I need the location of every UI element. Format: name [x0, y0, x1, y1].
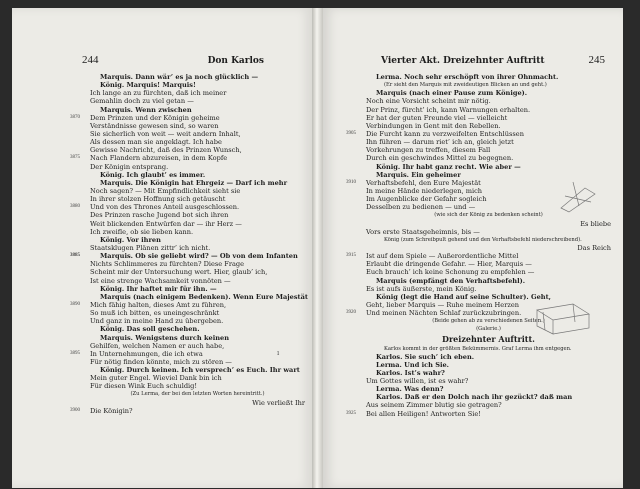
line-text: König (zum Schreibpult gehend und den Verhaftsbefehl niederschreibend).: [384, 236, 582, 243]
right-page-line: [366, 268, 611, 276]
line-text: Und ganz in meine Hand zu übergeben.: [90, 317, 224, 326]
right-running-head: Vierter Akt. Dreizehnter Auftritt: [381, 56, 545, 66]
line-text: Gemahlin doch zu viel getan —: [90, 97, 194, 106]
line-text: Marquis. Die Königin hat Ehrgeiz — Darf ich mehr: [100, 178, 288, 187]
right-page-line: [366, 361, 611, 369]
line-text: Er hat der guten Freunde viel — vielleicht: [366, 113, 508, 122]
left-page-line: [90, 81, 305, 89]
line-text: Ich lange an zu fürchten, daß ich meiner: [90, 89, 227, 98]
left-page-line: [90, 342, 305, 350]
line-text: (wie sich der König zu bedenken scheint): [434, 212, 543, 219]
left-page-line: [90, 292, 308, 301]
line-text: Die Königin?: [90, 406, 133, 415]
right-page-line: [366, 401, 611, 409]
line-text: Nichts Schlimmeres zu fürchten? Diese Frage: [90, 260, 245, 269]
line-text: (Galerie.): [476, 326, 501, 333]
line-text: Gehilfen, welchen Namen er auch habe,: [90, 341, 225, 350]
line-number: 3900: [70, 407, 80, 413]
left-page-line: [90, 260, 305, 268]
line-number: 3895: [70, 350, 80, 356]
line-number: 3920: [346, 310, 356, 316]
right-page-line: [366, 154, 611, 162]
line-text: Wie verließt Ihr: [252, 398, 305, 407]
line-text: Lerma. Was denn?: [376, 385, 444, 394]
right-page: [323, 8, 623, 488]
right-page-number: 245: [588, 54, 605, 66]
line-text: Durch ein geschwindes Mittel zu begegnen.: [366, 154, 514, 163]
left-page-line: [90, 195, 305, 203]
line-text: Ich zweifle, ob sie lieben kann.: [90, 227, 194, 236]
line-text: König (legt die Hand auf seine Schulter). Geht,: [376, 292, 551, 301]
left-page-line: [90, 325, 305, 333]
line-text: König. Durch keinen. Ich versprech’ es Euch. Ihr wart: [100, 366, 300, 375]
line-text: Vorkehrungen zu treffen, diesem Fall: [366, 146, 491, 155]
line-text: So muß ich bitten, es uneingeschränkt: [90, 309, 220, 318]
left-page-line: [70, 349, 305, 358]
line-text: Marquis. Dann wär’ es ja noch glücklich —: [100, 73, 259, 81]
left-page-line: [90, 163, 305, 171]
right-page-line: [366, 163, 611, 171]
left-page-line: [90, 317, 305, 325]
left-page-line: [70, 113, 305, 122]
line-text: Der Prinz, fürcht’ ich, kann Warnungen erhalten.: [366, 105, 531, 114]
left-running-head: Don Karlos: [207, 56, 264, 66]
line-text: Erlaubt die dringende Gefahr. — Hier, Marquis —: [366, 260, 532, 269]
line-text: König. Marquis! Marquis!: [100, 81, 196, 90]
left-page-line: [90, 390, 305, 398]
line-text: Es ist aufs äußerste, mein König.: [366, 284, 477, 293]
line-text: König. Ihr haftet mir für ihn. —: [100, 284, 217, 293]
left-page-line: [90, 277, 305, 285]
left-page-line: [70, 300, 305, 309]
line-text: Staatsklugen Plänen zittr’ ich nicht.: [90, 243, 211, 252]
right-text-column: [346, 73, 611, 418]
left-page-line: [90, 138, 305, 146]
left-page-line: [90, 358, 305, 366]
line-text: König. Das soll geschehen.: [100, 325, 200, 334]
line-text: Marquis. Ein geheimer: [376, 170, 461, 179]
line-text: König. Ich glaubt’ es immer.: [100, 170, 206, 179]
left-page-line: [70, 203, 305, 212]
line-text: Verständnisse gewesen sind, so waren: [90, 121, 219, 130]
left-page-line: [90, 130, 305, 138]
left-page-line: [90, 244, 305, 252]
left-page-line: [90, 187, 305, 195]
line-number: 3910: [346, 179, 356, 185]
left-page-line: [90, 228, 305, 236]
line-text: In ihrer stolzen Hoffnung sich getäuscht: [90, 195, 226, 204]
line-text: Gewisse Nachricht, daß des Prinzen Wunsch,: [90, 146, 242, 155]
left-page-line: [90, 334, 305, 342]
right-page-line: [346, 252, 611, 261]
left-page-line: [90, 374, 305, 382]
line-number: 3925: [346, 410, 356, 416]
line-text: Karlos. Ist’s wahr?: [376, 368, 445, 377]
line-text: Mich fähig halten, dieses Amt zu führen,: [90, 300, 227, 309]
left-page-line: [90, 211, 305, 219]
right-page-line: [366, 138, 611, 146]
line-text: Für diesen Wink Euch schuldig!: [90, 382, 198, 391]
right-page-line: [366, 81, 611, 89]
left-page-line: [90, 236, 305, 244]
line-text: Ihn führen — darum riet’ ich an, gleich jetzt: [366, 138, 514, 147]
right-page-line: [366, 377, 611, 385]
line-text: Vors erste Staatsgeheimnis, bis —: [366, 227, 480, 236]
page-mark-dot: ı: [277, 349, 280, 357]
line-text: In Unternehmungen, die ich etwa: [90, 349, 203, 358]
right-page-header: [381, 54, 605, 66]
line-number: 3880: [70, 204, 80, 210]
right-page-line: [366, 369, 611, 377]
line-text: Scheint mir der Untersuchung wert. Hier, glaub’ ich,: [90, 268, 268, 277]
left-page: [12, 8, 312, 488]
book-spine: [312, 8, 323, 488]
line-text: Lerma. Und ich Sie.: [376, 360, 449, 369]
line-number: 3905: [346, 130, 356, 136]
line-text: Für nötig finden könnte, mich zu stören —: [90, 357, 232, 366]
line-text: Aus seinem Zimmer blutig sie getragen?: [366, 401, 502, 410]
line-text: Geht, lieber Marquis — Ruhe meinem Herzen: [366, 300, 519, 309]
line-text: Es bliebe: [580, 219, 611, 228]
line-text: Lerma. Noch sehr erschöpft von ihrer Ohnmacht.: [376, 73, 559, 81]
pencil-sketch-mark: [555, 176, 599, 216]
left-page-line: [90, 97, 305, 105]
right-page-line: [366, 385, 611, 393]
line-text: Karlos. Daß er den Dolch nach ihr gezückt? daß man: [376, 393, 573, 402]
right-page-line: [366, 393, 611, 401]
line-text: Nach Flandern abzureisen, in dem Kopfe: [90, 154, 228, 163]
line-number: 3875: [70, 155, 80, 161]
left-page-line: [90, 106, 305, 114]
left-page-line: [90, 366, 305, 374]
line-text: Und von des Thrones Anteil ausgeschlossen.: [90, 203, 240, 212]
line-text: (Zu Lerma, der bei den letzten Worten hereintritt.): [130, 391, 265, 398]
left-page-line: [90, 179, 305, 187]
left-page-line: [70, 252, 305, 261]
line-text: Ist eine strenge Wachsamkeit vonnöten —: [90, 276, 231, 285]
right-page-line: [366, 277, 611, 285]
line-text: Marquis (nach einigem Bedenken). Wenn Eure Majestät: [100, 292, 308, 301]
line-text: Dreizehnter Auftritt.: [442, 333, 535, 344]
line-text: Die Furcht kann zu verzweifelten Entschlüssen: [366, 129, 524, 138]
line-text: In meine Hände niederlegen, mich: [366, 186, 483, 195]
left-page-line: [90, 382, 305, 390]
right-page-line: [366, 146, 611, 154]
line-text: Ist auf dem Spiele — Außerordentliche Mittel: [366, 252, 519, 261]
right-page-line: [346, 409, 611, 418]
line-text: Marquis. Ob sie geliebt wird? — Ob von dem Infanten: [100, 252, 298, 261]
right-page-line: [366, 114, 611, 122]
line-text: Marquis. Wenn zwischen: [100, 105, 192, 114]
line-number: 3915: [346, 253, 356, 259]
line-number: 3885: [70, 253, 80, 259]
right-page-line: [366, 106, 611, 114]
line-text: Weit blickenden Entwürfen dar — ihr Herz —: [90, 219, 242, 228]
right-page-line: [366, 220, 611, 228]
right-page-line: [366, 73, 611, 81]
left-page-line: [90, 73, 305, 81]
line-text: Noch eine Vorsicht scheint mir nötig.: [366, 97, 491, 106]
line-text: Bei allen Heiligen! Antworten Sie!: [366, 409, 481, 418]
line-text: Euch brauch’ ich keine Schonung zu empfehlen —: [366, 268, 535, 277]
left-page-line: [70, 154, 305, 163]
right-page-line: [366, 228, 611, 236]
line-text: Karlos. Sie such’ ich eben.: [376, 352, 475, 361]
line-text: Und meinen Nächten Schlaf zurückzubringen.: [366, 309, 522, 318]
line-text: (Er sieht den Marquis mit zweideutigen Blicken an und geht.): [384, 82, 547, 89]
right-page-line: [366, 97, 611, 105]
line-text: Verhaftsbefehl, den Eure Majestät: [366, 178, 481, 187]
right-page-line: [366, 236, 611, 244]
left-page-line: [90, 399, 305, 407]
line-text: König. Ihr habt ganz recht. Wie aber —: [376, 162, 521, 171]
left-page-line: [70, 406, 305, 415]
left-page-line: [90, 171, 305, 179]
left-text-column: [70, 73, 308, 415]
line-text: König. Vor ihren: [100, 235, 161, 244]
line-text: Das Reich: [577, 243, 611, 252]
left-page-line: [90, 89, 305, 97]
line-text: Marquis. Wenigstens durch keinen: [100, 333, 230, 342]
line-text: Im Augenblicke der Gefahr sogleich: [366, 195, 487, 204]
line-text: Des Prinzen rasche Jugend bot sich ihren: [90, 211, 229, 220]
right-page-line: [366, 353, 611, 361]
line-text: Noch sagen? — Mit Empfindlichkeit sieht sie: [90, 186, 241, 195]
line-text: Als dessen man sie angeklagt. Ich habe: [90, 138, 222, 147]
right-page-line: [366, 244, 611, 252]
line-text: Desselben zu bedienen — und —: [366, 203, 476, 212]
line-text: Der Königin entsprang.: [90, 162, 169, 171]
left-page-line: [90, 268, 305, 276]
left-page-line: [90, 122, 305, 130]
right-page-line: [366, 89, 611, 97]
line-text: Karlos kommt in der größten Bekümmernis. Graf Lerma ihm entgegen.: [384, 345, 572, 352]
right-page-line: [366, 345, 611, 353]
left-page-line: [90, 220, 305, 228]
line-text: Mein guter Engel. Wieviel Dank bin ich: [90, 374, 222, 383]
line-text: Um Gottes willen, ist es wahr?: [366, 377, 469, 386]
line-text: Sie sicherlich von weit — weit andern Inhalt,: [90, 129, 241, 138]
line-text: (Beide gehen ab zu verschiedenen Seiten.): [432, 318, 545, 325]
right-page-line: [366, 260, 611, 268]
line-text: Marquis (empfängt den Verhaftsbefehl).: [376, 276, 526, 285]
pencil-sketch-mark-2: [533, 300, 593, 340]
left-page-header: [82, 54, 264, 66]
left-page-line: [90, 285, 305, 293]
line-number: 3890: [70, 301, 80, 307]
line-number: 3870: [70, 114, 80, 120]
left-page-line: [90, 309, 305, 317]
left-page-line: [90, 146, 305, 154]
line-text: Verbindungen in Gent mit den Rebellen.: [366, 121, 501, 130]
line-text: Dem Prinzen und der Königin geheime: [90, 113, 220, 122]
right-page-line: [366, 285, 611, 293]
right-page-line: [346, 129, 611, 138]
line-text: Marquis (nach einer Pause zum Könige).: [376, 89, 528, 98]
right-page-line: [366, 122, 611, 130]
left-page-number: 244: [82, 54, 99, 66]
